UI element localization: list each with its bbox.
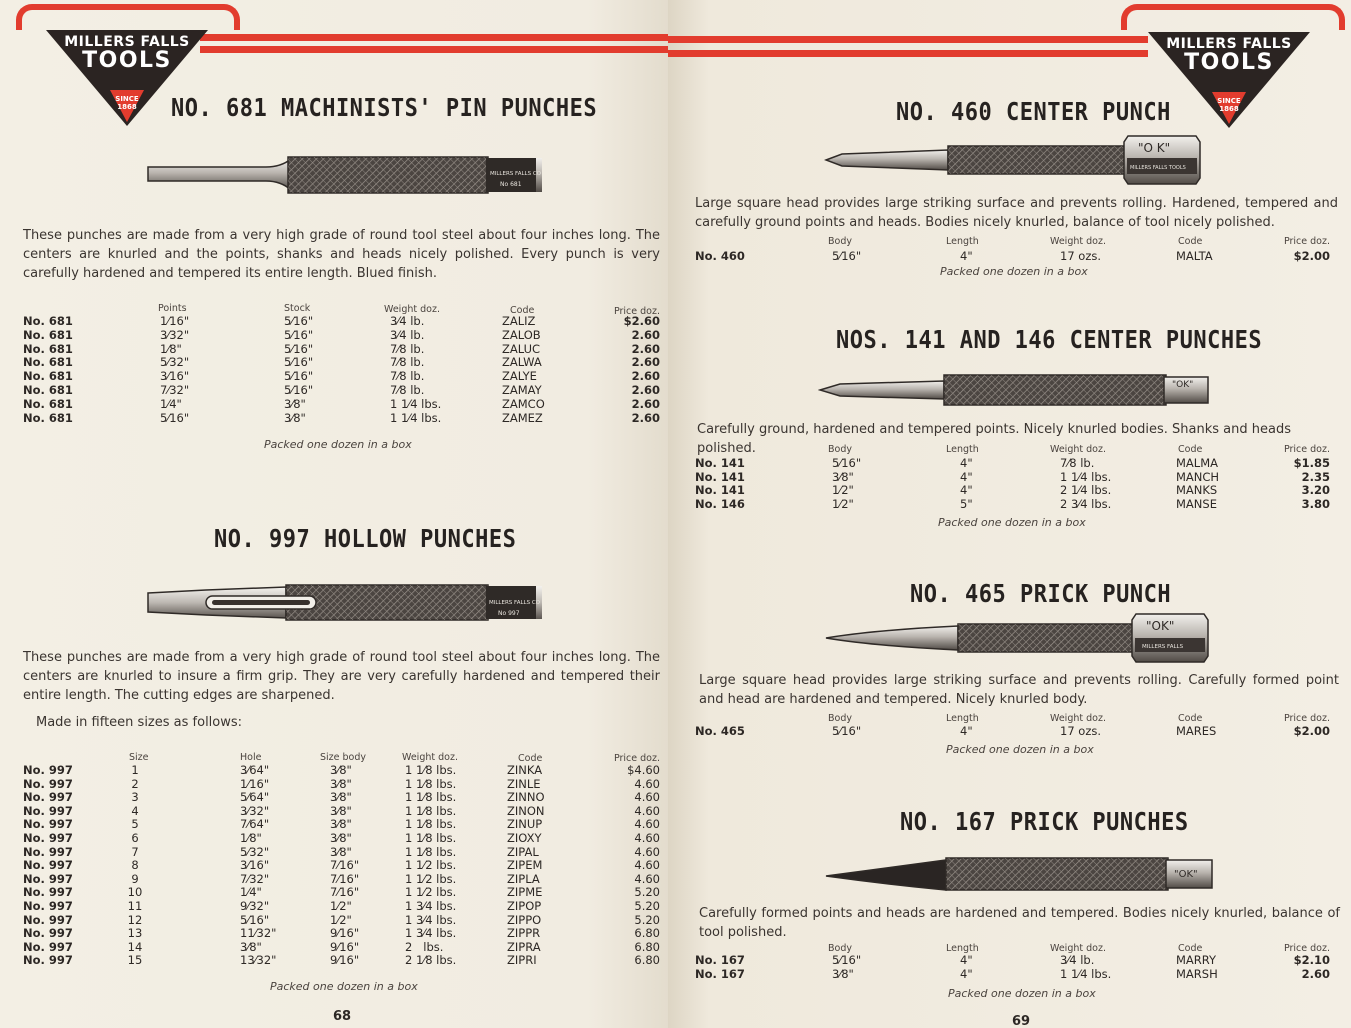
- cell-body: 1⁄2": [832, 483, 854, 498]
- cell-body: 9⁄16": [330, 926, 360, 941]
- cell-code: ZIOXY: [507, 831, 542, 845]
- cell-price: 2.35: [1301, 469, 1330, 484]
- cell-size: 10: [127, 885, 143, 900]
- header-code: Code: [1178, 236, 1203, 247]
- cell-no: No. 681: [23, 341, 73, 356]
- cell-hole: 5⁄64": [240, 790, 270, 805]
- logo-line1: MILLERS FALLS: [1166, 36, 1292, 52]
- cell-body: 5⁄16": [832, 456, 862, 470]
- cell-price: 3.80: [1301, 497, 1330, 512]
- cell-code: ZALYE: [502, 369, 537, 384]
- cell-hole: 5⁄16": [240, 912, 270, 927]
- packed-note-460: Packed one dozen in a box: [940, 265, 1088, 278]
- cell-weight: 7⁄8 lb.: [390, 341, 425, 356]
- cell-price: $1.85: [1293, 456, 1330, 470]
- punch-460-image: [824, 132, 1214, 188]
- cell-weight: 1 1⁄4 lbs.: [390, 396, 442, 411]
- head-stamp2-465: MILLERS FALLS: [1142, 644, 1184, 650]
- cell-size: 4: [131, 803, 139, 818]
- cell-price: 4.60: [634, 858, 660, 873]
- head-stamp-460: "O K": [1138, 141, 1171, 155]
- left-page: [0, 0, 668, 1028]
- cell-weight: 1 1⁄2 lbs.: [405, 885, 457, 900]
- cell-weight: 17 ozs.: [1060, 724, 1102, 738]
- header-price: Price doz.: [1283, 713, 1330, 724]
- cell-body: 5⁄16": [832, 249, 862, 263]
- cell-code: MALMA: [1176, 456, 1218, 470]
- cell-price: 3.20: [1301, 483, 1330, 498]
- cell-body: 3⁄8": [832, 469, 854, 484]
- cell-weight: 1 3⁄4 lbs.: [405, 912, 457, 927]
- header-stripe: [200, 34, 668, 41]
- logo-line2: TOOLS: [1184, 50, 1274, 75]
- cell-length: 4": [960, 469, 973, 484]
- cell-length: 4": [960, 966, 973, 981]
- cell-weight: 1 1⁄2 lbs.: [405, 858, 457, 873]
- header-stripe-arc: [1121, 4, 1345, 30]
- cell-points: 5⁄32": [160, 355, 190, 370]
- header-body: Body: [828, 236, 852, 247]
- cell-weight: 1 1⁄8 lbs.: [405, 790, 457, 805]
- cell-no: No. 997: [23, 776, 73, 791]
- cell-size: 11: [127, 899, 143, 913]
- packed-note-465: Packed one dozen in a box: [946, 743, 1094, 756]
- header-stock: Stock: [284, 303, 311, 314]
- cell-hole: 1⁄8": [240, 831, 262, 845]
- cell-code: ZIPEM: [507, 858, 543, 873]
- cell-length: 4": [960, 249, 973, 263]
- cell-no: No. 997: [23, 803, 73, 818]
- logo-line2: TOOLS: [82, 48, 172, 73]
- header-weight: Weight doz.: [1050, 444, 1106, 455]
- cell-no: No. 997: [23, 790, 73, 805]
- cell-no: No. 997: [23, 926, 73, 941]
- cell-weight: 3⁄4 lb.: [390, 314, 425, 328]
- cell-length: 5": [960, 497, 973, 512]
- cell-size: 7: [131, 844, 139, 859]
- cell-price: 4.60: [634, 844, 660, 859]
- cell-length: 4": [960, 724, 973, 738]
- cell-price: 4.60: [634, 803, 660, 818]
- cell-code: ZINON: [507, 803, 545, 818]
- cell-weight: 1 1⁄4 lbs.: [1060, 966, 1112, 981]
- cell-body: 3⁄8": [330, 776, 352, 791]
- cell-no: No. 141: [695, 483, 745, 498]
- cell-stock: 5⁄16": [284, 383, 314, 397]
- cell-hole: 3⁄32": [240, 803, 270, 818]
- cell-weight: 2 lbs.: [405, 939, 444, 954]
- cell-body: 9⁄16": [330, 939, 360, 954]
- cell-weight: 1 1⁄4 lbs.: [1060, 469, 1112, 484]
- description-460: Large square head provides large striking surface and prevents rolling. Hardened, tempered and carefully ground points and heads. Bodies nicely knurled, balance of tool nicely polished.: [695, 196, 1338, 230]
- header-length: Length: [946, 444, 979, 455]
- description-997: These punches are made from a very high grade of round tool steel about four inches long. The centers are knurled to insure a firm grip. They are very carefully hardened and tempered their entire length. The cutting edges are sharpened.: [23, 650, 660, 703]
- cell-code: ZIPLA: [507, 871, 540, 886]
- cell-weight: 1 1⁄8 lbs.: [405, 763, 457, 777]
- header-weight: Weight doz.: [384, 304, 440, 315]
- cell-code: ZINKA: [507, 763, 543, 777]
- cell-size: 6: [131, 831, 139, 845]
- cell-length: 4": [960, 456, 973, 470]
- cell-points: 7⁄32": [160, 383, 190, 397]
- cell-weight: 1 1⁄8 lbs.: [405, 817, 457, 832]
- section-title-997: NO. 997 HOLLOW PUNCHES: [214, 525, 517, 554]
- sizes-note-997: Made in fifteen sizes as follows:: [36, 715, 243, 730]
- cell-code: ZIPPR: [507, 926, 541, 941]
- cell-code: ZALUC: [502, 341, 541, 356]
- cell-weight: 7⁄8 lb.: [390, 383, 425, 397]
- cell-hole: 3⁄8": [240, 939, 262, 954]
- punch-167-image: [824, 854, 1216, 894]
- cell-hole: 1⁄4": [240, 885, 262, 900]
- cell-price: 4.60: [634, 790, 660, 805]
- cell-no: No. 460: [695, 249, 745, 263]
- cell-no: No. 997: [23, 885, 73, 900]
- cell-body: 3⁄8": [330, 790, 352, 805]
- cell-body: 3⁄8": [330, 803, 352, 818]
- punch-681-stamp2: No 681: [500, 181, 522, 188]
- cell-code: ZIPRA: [507, 939, 541, 954]
- cell-body: 7⁄16": [330, 885, 360, 900]
- cell-code: MALTA: [1176, 249, 1213, 263]
- cell-no: No. 997: [23, 953, 73, 968]
- cell-size: 1: [131, 763, 139, 777]
- cell-size: 8: [131, 858, 139, 873]
- cell-body: 3⁄8": [832, 966, 854, 981]
- header-weight: Weight doz.: [1050, 713, 1106, 724]
- cell-code: MANCH: [1176, 469, 1220, 484]
- head-stamp-141: "OK": [1172, 380, 1194, 390]
- cell-points: 3⁄32": [160, 327, 190, 342]
- cell-no: No. 681: [23, 396, 73, 411]
- punch-997-stamp: MILLERS FALLS CO: [489, 600, 540, 606]
- header-stripe: [668, 50, 1148, 57]
- cell-price: 2.60: [631, 396, 660, 411]
- cell-price: 4.60: [634, 817, 660, 832]
- cell-no: No. 681: [23, 314, 73, 328]
- cell-code: ZAMCO: [502, 396, 545, 411]
- cell-no: No. 465: [695, 724, 745, 738]
- cell-hole: 9⁄32": [240, 899, 270, 913]
- cell-price: 4.60: [634, 871, 660, 886]
- section-title-167: NO. 167 PRICK PUNCHES: [900, 808, 1189, 837]
- cell-stock: 5⁄16": [284, 341, 314, 356]
- header-weight: Weight doz.: [402, 752, 458, 763]
- cell-points: 5⁄16": [160, 410, 190, 425]
- cell-stock: 5⁄16": [284, 327, 314, 342]
- punch-141-image: [818, 372, 1214, 408]
- cell-code: ZAMEZ: [502, 410, 543, 425]
- description-141: Carefully ground, hardened and tempered points. Nicely knurled bodies. Shanks and heads polished.: [697, 422, 1291, 456]
- cell-body: 3⁄8": [330, 763, 352, 777]
- logo-since-label: SINCE: [115, 95, 139, 103]
- cell-price: 5.20: [634, 899, 660, 913]
- header-code: Code: [1178, 444, 1203, 455]
- cell-points: 3⁄16": [160, 369, 190, 384]
- cell-body: 3⁄8": [330, 817, 352, 832]
- header-price: Price doz.: [613, 753, 660, 764]
- header-weight: Weight doz.: [1050, 943, 1106, 954]
- cell-body: 3⁄8": [330, 831, 352, 845]
- cell-hole: 13⁄32": [240, 953, 277, 968]
- header-price: Price doz.: [613, 306, 660, 317]
- cell-weight: 17 ozs.: [1060, 249, 1102, 263]
- cell-stock: 3⁄8": [284, 410, 306, 425]
- section-title-465: NO. 465 PRICK PUNCH: [910, 580, 1172, 609]
- header-length: Length: [946, 943, 979, 954]
- cell-body: 5⁄16": [832, 953, 862, 967]
- cell-hole: 7⁄64": [240, 817, 270, 832]
- cell-size: 3: [131, 790, 139, 805]
- header-code: Code: [510, 305, 535, 316]
- cell-no: No. 997: [23, 871, 73, 886]
- cell-price: $4.60: [627, 763, 660, 777]
- cell-weight: 7⁄8 lb.: [390, 355, 425, 370]
- page-number-right: 69: [1012, 1014, 1031, 1028]
- header-length: Length: [946, 713, 979, 724]
- cell-no: No. 681: [23, 410, 73, 425]
- header-code: Code: [1178, 943, 1203, 954]
- cell-body: 7⁄16": [330, 871, 360, 886]
- right-page: [668, 0, 1351, 1028]
- cell-price: $2.10: [1293, 953, 1330, 967]
- section-title-681: NO. 681 MACHINISTS' PIN PUNCHES: [171, 94, 598, 123]
- cell-body: 1⁄2": [330, 899, 352, 913]
- cell-code: ZIPPO: [507, 912, 542, 927]
- cell-code: ZALOB: [502, 327, 541, 342]
- punch-681-stamp: MILLERS FALLS CO: [490, 171, 541, 177]
- cell-price: $2.00: [1293, 249, 1330, 263]
- cell-hole: 7⁄32": [240, 871, 270, 886]
- description-465: Large square head provides large striking surface and prevents rolling. Carefully formed point and head are hardened and tempered. Nicely knurled body.: [699, 673, 1339, 707]
- cell-body: 1⁄2": [832, 497, 854, 512]
- header-body: Body: [828, 943, 852, 954]
- cell-hole: 3⁄16": [240, 858, 270, 873]
- punch-997-stamp2: No 997: [498, 610, 520, 617]
- cell-weight: 1 1⁄8 lbs.: [405, 776, 457, 791]
- cell-size: 12: [127, 912, 143, 927]
- cell-points: 1⁄4": [160, 396, 182, 411]
- packed-note-167: Packed one dozen in a box: [948, 987, 1096, 1000]
- cell-code: MARRY: [1176, 953, 1217, 967]
- cell-points: 1⁄8": [160, 341, 182, 356]
- cell-length: 4": [960, 483, 973, 498]
- punch-681-image: [146, 152, 546, 198]
- cell-stock: 5⁄16": [284, 369, 314, 384]
- cell-no: No. 997: [23, 831, 73, 845]
- section-title-141-146: NOS. 141 AND 146 CENTER PUNCHES: [836, 326, 1263, 355]
- cell-weight: 1 3⁄4 lbs.: [405, 899, 457, 913]
- cell-code: MANKS: [1176, 483, 1218, 498]
- cell-no: No. 167: [695, 953, 745, 967]
- header-hole: Hole: [240, 752, 262, 763]
- cell-hole: 1⁄16": [240, 776, 270, 791]
- cell-no: No. 997: [23, 817, 73, 832]
- cell-no: No. 141: [695, 469, 745, 484]
- header-size: Size: [129, 752, 149, 763]
- head-stamp2-460: MILLERS FALLS TOOLS: [1130, 165, 1186, 171]
- cell-no: No. 681: [23, 383, 73, 397]
- cell-stock: 5⁄16": [284, 314, 314, 328]
- cell-weight: 1 3⁄4 lbs.: [405, 926, 457, 941]
- cell-body: 3⁄8": [330, 844, 352, 859]
- cell-no: No. 997: [23, 763, 73, 777]
- cell-hole: 5⁄32": [240, 844, 270, 859]
- cell-price: 4.60: [634, 776, 660, 791]
- cell-stock: 3⁄8": [284, 396, 306, 411]
- logo-since-year: 1868: [117, 103, 137, 111]
- header-points: Points: [158, 303, 187, 314]
- cell-price: 6.80: [634, 939, 660, 954]
- cell-size: 13: [127, 926, 143, 941]
- cell-weight: 2 1⁄8 lbs.: [405, 953, 457, 968]
- cell-price: 2.60: [631, 327, 660, 342]
- cell-hole: 3⁄64": [240, 763, 270, 777]
- cell-size: 9: [131, 871, 139, 886]
- cell-code: ZAMAY: [502, 383, 542, 397]
- cell-size: 2: [131, 776, 139, 791]
- cell-weight: 2 3⁄4 lbs.: [1060, 497, 1112, 512]
- cell-points: 1⁄16": [160, 314, 190, 328]
- cell-no: No. 997: [23, 912, 73, 927]
- description-167: Carefully formed points and heads are hardened and tempered. Bodies nicely knurled, balance of tool polished.: [699, 906, 1340, 940]
- cell-body: 5⁄16": [832, 724, 862, 738]
- cell-no: No. 681: [23, 355, 73, 370]
- header-price: Price doz.: [1283, 444, 1330, 455]
- cell-code: ZIPME: [507, 885, 543, 900]
- cell-weight: 1 1⁄8 lbs.: [405, 831, 457, 845]
- cell-body: 7⁄16": [330, 858, 360, 873]
- logo-since-label: SINCE: [1217, 97, 1241, 105]
- cell-weight: 1 1⁄4 lbs.: [390, 410, 442, 425]
- cell-code: ZIPRI: [507, 953, 537, 968]
- header-size-body: Size body: [320, 752, 367, 763]
- cell-weight: 2 1⁄4 lbs.: [1060, 483, 1112, 498]
- cell-weight: 1 1⁄8 lbs.: [405, 844, 457, 859]
- cell-weight: 3⁄4 lb.: [390, 327, 425, 342]
- cell-price: $2.00: [1293, 724, 1330, 738]
- header-code: Code: [1178, 713, 1203, 724]
- cell-no: No. 997: [23, 858, 73, 873]
- cell-price: 4.60: [634, 831, 660, 845]
- cell-weight: 1 1⁄8 lbs.: [405, 803, 457, 818]
- cell-code: ZINLE: [507, 776, 541, 791]
- cell-size: 5: [131, 817, 139, 832]
- header-weight: Weight doz.: [1050, 236, 1106, 247]
- cell-price: 2.60: [631, 410, 660, 425]
- cell-stock: 5⁄16": [284, 355, 314, 370]
- cell-price: 2.60: [631, 383, 660, 397]
- cell-weight: 7⁄8 lb.: [390, 369, 425, 384]
- header-body: Body: [828, 444, 852, 455]
- cell-no: No. 681: [23, 327, 73, 342]
- cell-size: 14: [127, 939, 143, 954]
- cell-no: No. 997: [23, 899, 73, 913]
- cell-size: 15: [127, 953, 143, 968]
- packed-note-681: Packed one dozen in a box: [264, 438, 412, 451]
- cell-no: No. 997: [23, 844, 73, 859]
- cell-code: ZIPAL: [507, 844, 539, 859]
- description-681: These punches are made from a very high grade of round tool steel about four inches long. The centers are knurled and the points, shanks and heads nicely polished. Every punch is very carefully hardened and tempered its entire length. Blued finish.: [23, 228, 660, 281]
- head-stamp-465: "OK": [1146, 619, 1175, 633]
- page-number-left: 68: [333, 1009, 352, 1024]
- cell-price: 6.80: [634, 953, 660, 968]
- punch-997-image: [146, 583, 546, 623]
- head-stamp-167: "OK": [1174, 869, 1198, 880]
- cell-weight: 7⁄8 lb.: [1060, 456, 1095, 470]
- cell-body: 9⁄16": [330, 953, 360, 968]
- packed-note-997: Packed one dozen in a box: [270, 980, 418, 993]
- section-title-460: NO. 460 CENTER PUNCH: [896, 98, 1171, 127]
- cell-price: $2.60: [623, 314, 660, 328]
- cell-price: 2.60: [1301, 966, 1330, 981]
- cell-price: 2.60: [631, 369, 660, 384]
- header-code: Code: [518, 753, 543, 764]
- cell-price: 5.20: [634, 912, 660, 927]
- cell-body: 1⁄2": [330, 912, 352, 927]
- header-price: Price doz.: [1283, 236, 1330, 247]
- cell-code: MARSH: [1176, 966, 1218, 981]
- cell-code: MANSE: [1176, 497, 1217, 512]
- punch-465-image: [824, 610, 1214, 666]
- header-stripe: [200, 46, 668, 53]
- cell-price: 6.80: [634, 926, 660, 941]
- cell-weight: 1 1⁄2 lbs.: [405, 871, 457, 886]
- cell-no: No. 146: [695, 497, 745, 512]
- logo-line1: MILLERS FALLS: [64, 34, 190, 50]
- cell-hole: 11⁄32": [240, 926, 277, 941]
- cell-code: ZINNO: [507, 790, 545, 805]
- cell-price: 5.20: [634, 885, 660, 900]
- logo-since-year: 1868: [1219, 105, 1239, 113]
- cell-code: ZALIZ: [502, 314, 536, 328]
- cell-code: ZALWA: [502, 355, 542, 370]
- cell-no: No. 681: [23, 369, 73, 384]
- cell-no: No. 167: [695, 966, 745, 981]
- cell-length: 4": [960, 953, 973, 967]
- cell-price: 2.60: [631, 355, 660, 370]
- cell-code: ZIPOP: [507, 899, 542, 913]
- header-length: Length: [946, 236, 979, 247]
- cell-weight: 3⁄4 lb.: [1060, 953, 1095, 967]
- header-stripe: [668, 36, 1148, 43]
- cell-no: No. 141: [695, 456, 745, 470]
- cell-price: 2.60: [631, 341, 660, 356]
- header-price: Price doz.: [1283, 943, 1330, 954]
- header-body: Body: [828, 713, 852, 724]
- packed-note-141: Packed one dozen in a box: [938, 516, 1086, 529]
- cell-code: ZINUP: [507, 817, 543, 832]
- cell-no: No. 997: [23, 939, 73, 954]
- cell-code: MARES: [1176, 724, 1217, 738]
